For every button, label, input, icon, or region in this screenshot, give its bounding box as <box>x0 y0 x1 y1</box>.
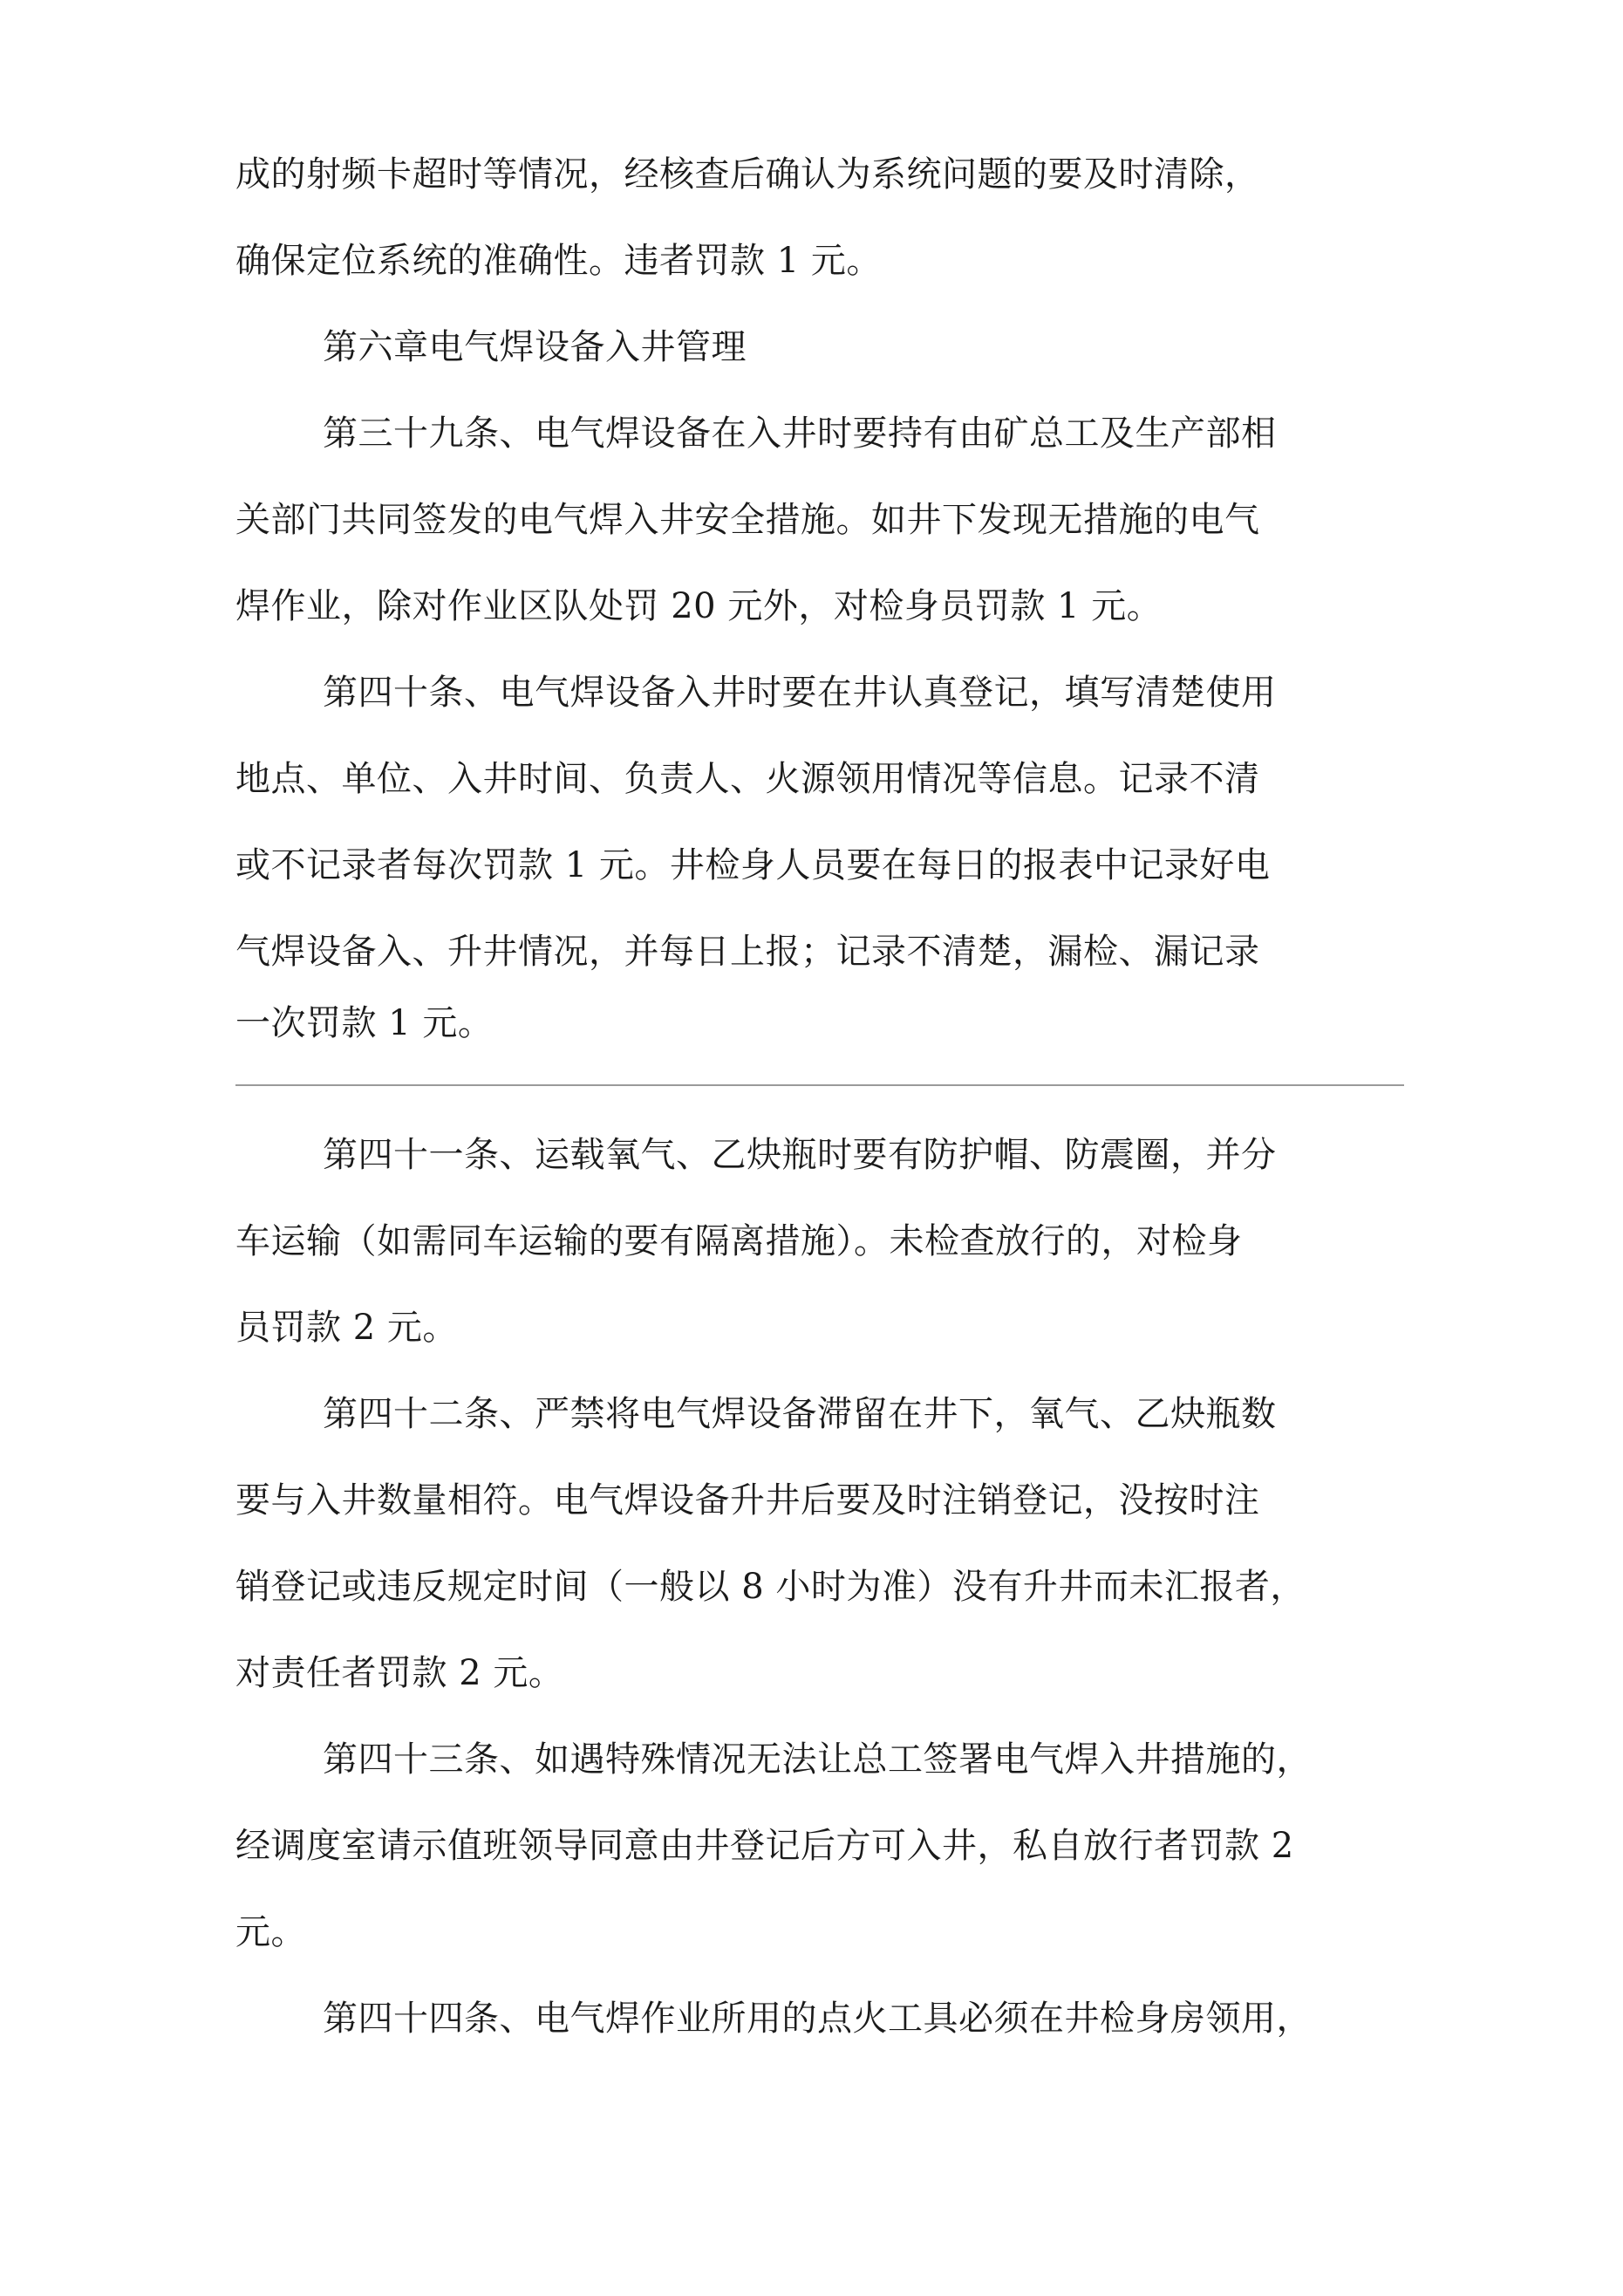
text-line: 要与入井数量相符。电气焊设备升井后要及时注销登记，没按时注 <box>235 1480 1260 1520</box>
text-line: 焊作业，除对作业区队处罚 20 元外，对检身员罚款 1 元。 <box>235 586 1163 626</box>
text-line: 成的射频卡超时等情况，经核查后确认为系统问题的要及时清除， <box>235 154 1260 195</box>
article-42-line: 第四十二条、严禁将电气焊设备滞留在井下，氧气、乙炔瓶数 <box>323 1394 1277 1434</box>
article-40-line: 第四十条、电气焊设备入井时要在井认真登记，填写清楚使用 <box>323 673 1277 713</box>
text-line: 车运输（如需同车运输的要有隔离措施）。未检查放行的，对检身 <box>235 1221 1243 1261</box>
text-line: 地点、单位、入井时间、负责人、火源领用情况等信息。记录不清 <box>235 759 1260 799</box>
text-line: 或不记录者每次罚款 1 元。井检身人员要在每日的报表中记录好电 <box>235 845 1271 885</box>
text-line: 员罚款 2 元。 <box>235 1308 458 1348</box>
text-line: 关部门共同签发的电气焊入井安全措施。如井下发现无措施的电气 <box>235 500 1260 540</box>
article-41-line: 第四十一条、运载氧气、乙炔瓶时要有防护帽、防震圈，并分 <box>323 1135 1277 1175</box>
text-line: 销登记或违反规定时间（一般以 8 小时为准）没有升井而未汇报者， <box>235 1567 1306 1607</box>
chapter-heading: 第六章电气焊设备入井管理 <box>323 327 747 367</box>
text-line: 元。 <box>235 1912 306 1952</box>
article-43-line: 第四十三条、如遇特殊情况无法让总工签署电气焊入井措施的， <box>323 1739 1312 1780</box>
text-line: 确保定位系统的准确性。违者罚款 1 元。 <box>235 241 882 281</box>
text-line: 对责任者罚款 2 元。 <box>235 1653 564 1693</box>
text-line: 一次罚款 1 元。 <box>235 1003 494 1043</box>
text-line: 气焊设备入、升井情况，并每日上报；记录不清楚，漏检、漏记录 <box>235 932 1260 972</box>
article-39-line: 第三十九条、电气焊设备在入井时要持有由矿总工及生产部相 <box>323 413 1277 454</box>
text-line: 经调度室请示值班领导同意由井登记后方可入井，私自放行者罚款 2 <box>235 1826 1294 1866</box>
article-44-line: 第四十四条、电气焊作业所用的点火工具必须在井检身房领用， <box>323 1999 1312 2039</box>
page-separator <box>235 1084 1404 1086</box>
